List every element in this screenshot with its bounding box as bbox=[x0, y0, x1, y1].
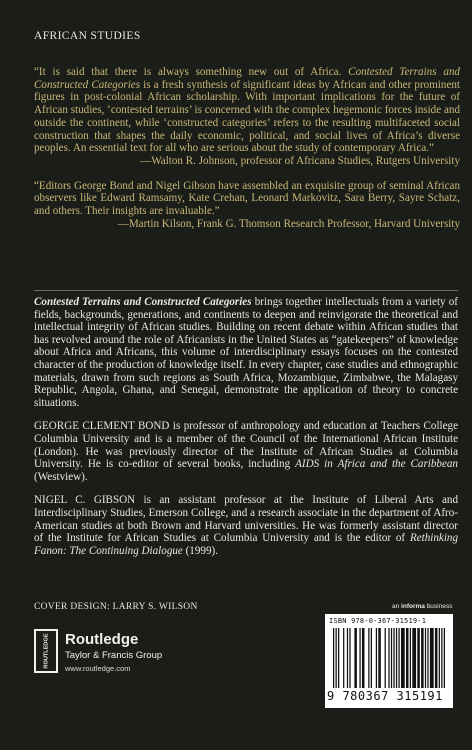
barcode-bar bbox=[410, 628, 411, 688]
description-block bbox=[34, 296, 458, 557]
barcode-bar bbox=[362, 628, 365, 688]
barcode-bar bbox=[406, 628, 409, 688]
barcode-bar bbox=[347, 628, 348, 688]
barcode-bar bbox=[444, 628, 445, 688]
endorsement-2-attribution: —Martin Kilson, Frank G. Thomson Research Professor, Harvard University bbox=[117, 217, 460, 230]
routledge-mark-icon bbox=[34, 629, 58, 673]
divider bbox=[34, 290, 458, 291]
informa-prefix: an bbox=[392, 603, 402, 610]
barcode-bar bbox=[343, 628, 344, 688]
series-title: AFRICAN STUDIES bbox=[34, 30, 141, 42]
publisher-group: Taylor & Francis Group bbox=[65, 650, 163, 661]
barcode-bar bbox=[427, 628, 428, 688]
editor-bio-gibson bbox=[34, 494, 458, 557]
endorsements bbox=[34, 66, 460, 230]
barcode-bar bbox=[441, 628, 442, 688]
quote-text: is a fresh synthesis of significant ideas by African and other prominent figures in post-colonial African scholarship. With important implications for the future of African studies, ‘contested terrains’ is concerned with the complex hegemonic forces inside and outside the continent, while ‘constructed categories’ refers to the resulting multifaceted social construction that shapes the daily economic, political, and social lives of Africa’s diverse peoples. An essential text for all who are serious about the study of contemporary Africa.” bbox=[34, 78, 460, 155]
informa-suffix: business bbox=[424, 603, 453, 610]
barcode bbox=[325, 614, 453, 708]
publisher-url: www.routledge.com bbox=[65, 664, 131, 673]
editor-name: NIGEL C. GIBSON bbox=[34, 494, 136, 507]
routledge-mark-text: ROUTLEDGE bbox=[43, 633, 50, 669]
barcode-bar bbox=[371, 628, 372, 688]
barcode-bar bbox=[412, 628, 416, 688]
editor-book-title: Rethinking Fanon: The Continuing Dialogue bbox=[34, 532, 458, 557]
barcode-bar bbox=[388, 628, 389, 688]
informa-business-tag bbox=[392, 603, 452, 610]
barcode-bar bbox=[376, 628, 377, 688]
isbn-label: ISBN 978-0-367-31519-1 bbox=[329, 617, 427, 625]
endorsement-2-text: “Editors George Bond and Nigel Gibson have assembled an exquisite group of seminal African observers like Edward Ramsamy, Kate Crehan, Leonard Markovitz, Sara Berry, Sayre Schatz, and others. Their insights are invaluable.” bbox=[34, 179, 460, 218]
book-description bbox=[34, 296, 458, 409]
description-book-title: Contested Terrains and Constructed Categories bbox=[34, 296, 252, 308]
barcode-bars bbox=[333, 628, 445, 688]
barcode-bar bbox=[378, 628, 381, 688]
barcode-bar bbox=[417, 628, 420, 688]
barcode-bar bbox=[430, 628, 434, 688]
barcode-bar bbox=[336, 628, 337, 688]
barcode-bar bbox=[368, 628, 369, 688]
publisher-logo bbox=[34, 629, 224, 679]
barcode-bar bbox=[393, 628, 394, 688]
publisher-name: Routledge bbox=[65, 631, 139, 648]
barcode-bar bbox=[349, 628, 350, 688]
editor-name: GEORGE CLEMENT BOND bbox=[34, 420, 170, 433]
quote-text: “It is said that there is always something new out of Africa. bbox=[34, 66, 349, 78]
quote-book-title: Contested Terrains and Constructed Categories bbox=[34, 66, 460, 91]
endorsement-1-text bbox=[34, 66, 460, 155]
editor-book-title: AIDS in Africa and the Caribbean bbox=[295, 458, 458, 471]
barcode-bar bbox=[421, 628, 424, 688]
editor-bio-bond bbox=[34, 420, 458, 483]
barcode-bar bbox=[396, 628, 397, 688]
editor-bio-text: is professor of anthropology and education at Teachers College Columbia University and is a member of the Council of the International African Institute (London). He was previously director of the Institute of African Studies at Columbia University. He is co-editor of several books, including bbox=[34, 420, 459, 471]
barcode-bar bbox=[359, 628, 360, 688]
barcode-bar bbox=[435, 628, 438, 688]
barcode-bar bbox=[338, 628, 339, 688]
endorsement-2 bbox=[34, 180, 460, 231]
cover-design-credit: COVER DESIGN: LARRY S. WILSON bbox=[34, 602, 198, 612]
description-text: brings together intellectuals from a variety of fields, backgrounds, generations, and continents to deepen and reinvigorate the theoretical and intellectual integrity of African studies. Building on recent debate within African studies that has revolved around the role of Africanists in the United States as “gatekeepers” of knowledge about Africa and Africans, this volume of interdisciplinary essays focuses on the contested character of the production of knowledge itself. In every chapter, case studies and ethnographic materials, drawn from such regions as South Africa, Mozambique, Zimbabwe, the Malagasy Republic, Angola, Ghana, and Senegal, demonstrate the application of theory to concrete situations. bbox=[34, 296, 458, 409]
informa-brand: informa bbox=[401, 603, 425, 610]
endorsement-1-attribution: —Walton R. Johnson, professor of Africana Studies, Rutgers University bbox=[140, 154, 460, 167]
barcode-bar bbox=[398, 628, 399, 688]
barcode-bar bbox=[401, 628, 405, 688]
editor-bio-text: (1999). bbox=[182, 544, 218, 557]
barcode-bar bbox=[385, 628, 386, 688]
barcode-bar bbox=[391, 628, 392, 688]
editor-bio-text: is an assistant professor at the Institute of Liberal Arts and Interdisciplinary Studies, Emerson College, and a research associate in the department of Afro-American studies at both Brown and Harvard universities. He was formerly assistant director of the Institute for African Studies at Columbia University and is the editor of bbox=[34, 494, 458, 545]
barcode-bar bbox=[354, 628, 357, 688]
barcode-digits: 9 780367 315191 bbox=[327, 689, 443, 703]
barcode-bar bbox=[425, 628, 426, 688]
barcode-bar bbox=[333, 628, 334, 688]
endorsement-1 bbox=[34, 66, 460, 168]
barcode-bar bbox=[439, 628, 440, 688]
editor-bio-text: (Westview). bbox=[34, 470, 88, 483]
